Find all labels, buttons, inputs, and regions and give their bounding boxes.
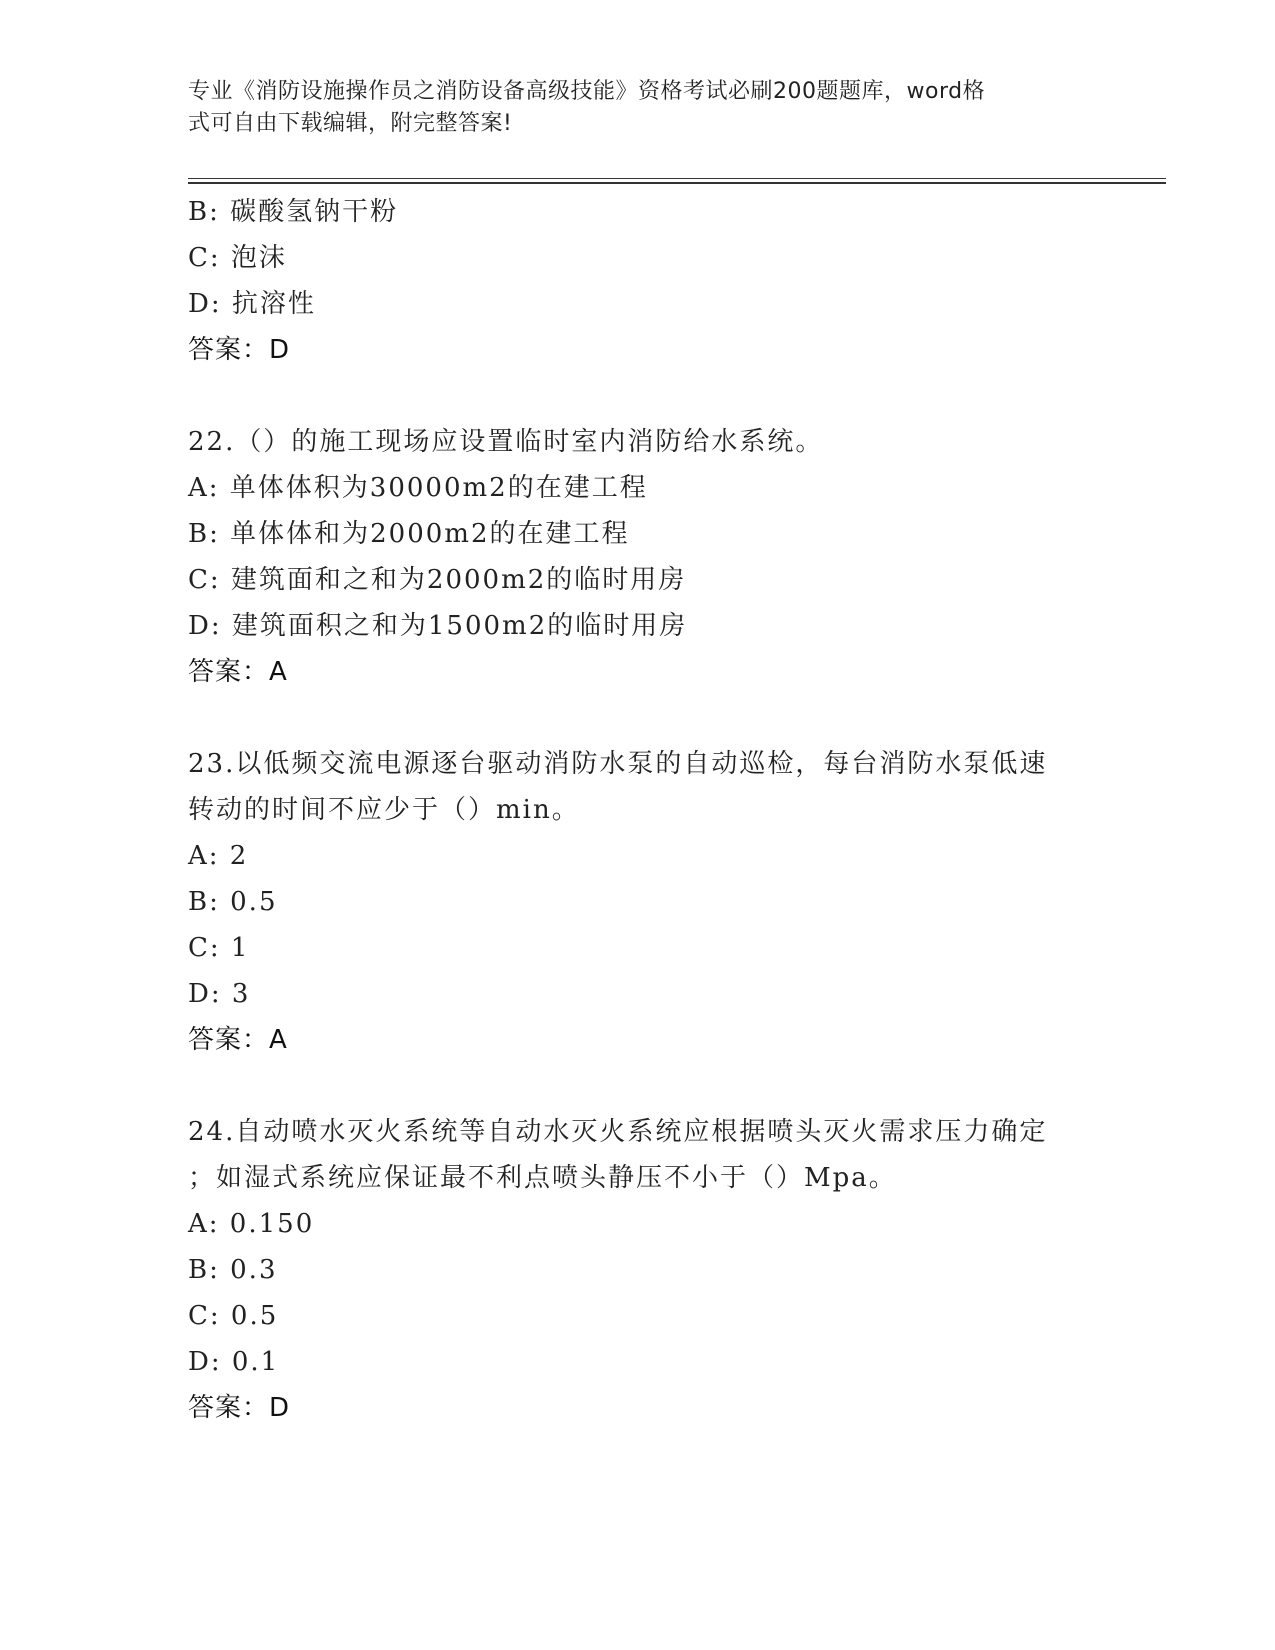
question-stem: 22.（）的施工现场应设置临时室内消防给水系统。 (188, 427, 824, 457)
question-21 (188, 189, 1088, 373)
spacer (188, 695, 1088, 741)
option-d: D: 抗溶性 (188, 289, 316, 319)
option-c: C: 建筑面和之和为2000m2的临时用房 (188, 565, 687, 595)
answer-value: D (269, 1393, 291, 1423)
option-b: B: 0.3 (188, 1255, 278, 1285)
option-c: C: 1 (188, 933, 250, 963)
question-stem-line-1: 23.以低频交流电源逐台驱动消防水泵的自动巡检，每台消防水泵低速 (188, 749, 1048, 779)
answer-value: A (269, 657, 288, 687)
answer-line (188, 1385, 1088, 1431)
option-b: B: 单体体和为2000m2的在建工程 (188, 519, 630, 549)
option-a: A: 单体体积为30000m2的在建工程 (188, 473, 648, 503)
answer-label: 答案： (188, 657, 270, 687)
header-line-1: 专业《消防设施操作员之消防设备高级技能》资格考试必刷200题题库，word格 (188, 79, 986, 104)
option-a: A: 0.150 (188, 1209, 315, 1239)
option-c: C: 0.5 (188, 1301, 279, 1331)
answer-label: 答案： (188, 1393, 270, 1423)
answer-line (188, 327, 1088, 373)
answer-label: 答案： (188, 335, 270, 365)
option-d: D: 建筑面积之和为1500m2的临时用房 (188, 611, 688, 641)
answer-label: 答案： (188, 1025, 270, 1055)
option-d: D: 3 (188, 979, 251, 1009)
question-stem-line-1: 24.自动喷水灭火系统等自动水灭火系统应根据喷头灭火需求压力确定 (188, 1117, 1048, 1147)
question-stem-line-2: 转动的时间不应少于（）min。 (188, 795, 580, 825)
option-c: C: 泡沫 (188, 243, 287, 273)
question-22 (188, 419, 1088, 695)
spacer (188, 1063, 1088, 1109)
question-stem-line-2: ；如湿式系统应保证最不利点喷头静压不小于（）Mpa。 (188, 1163, 897, 1193)
question-list (188, 189, 1088, 1431)
option-b: B: 碳酸氢钠干粉 (188, 197, 399, 227)
option-a: A: 2 (188, 841, 249, 871)
header-line-2: 式可自由下载编辑，附完整答案! (188, 111, 513, 136)
question-23 (188, 741, 1088, 1063)
question-24 (188, 1109, 1088, 1431)
option-b: B: 0.5 (188, 887, 278, 917)
header-divider (188, 178, 1166, 184)
document-header (188, 76, 1088, 140)
option-d: D: 0.1 (188, 1347, 280, 1377)
answer-value: D (269, 335, 291, 365)
answer-line (188, 649, 1088, 695)
answer-line (188, 1017, 1088, 1063)
spacer (188, 373, 1088, 419)
answer-value: A (269, 1025, 288, 1055)
